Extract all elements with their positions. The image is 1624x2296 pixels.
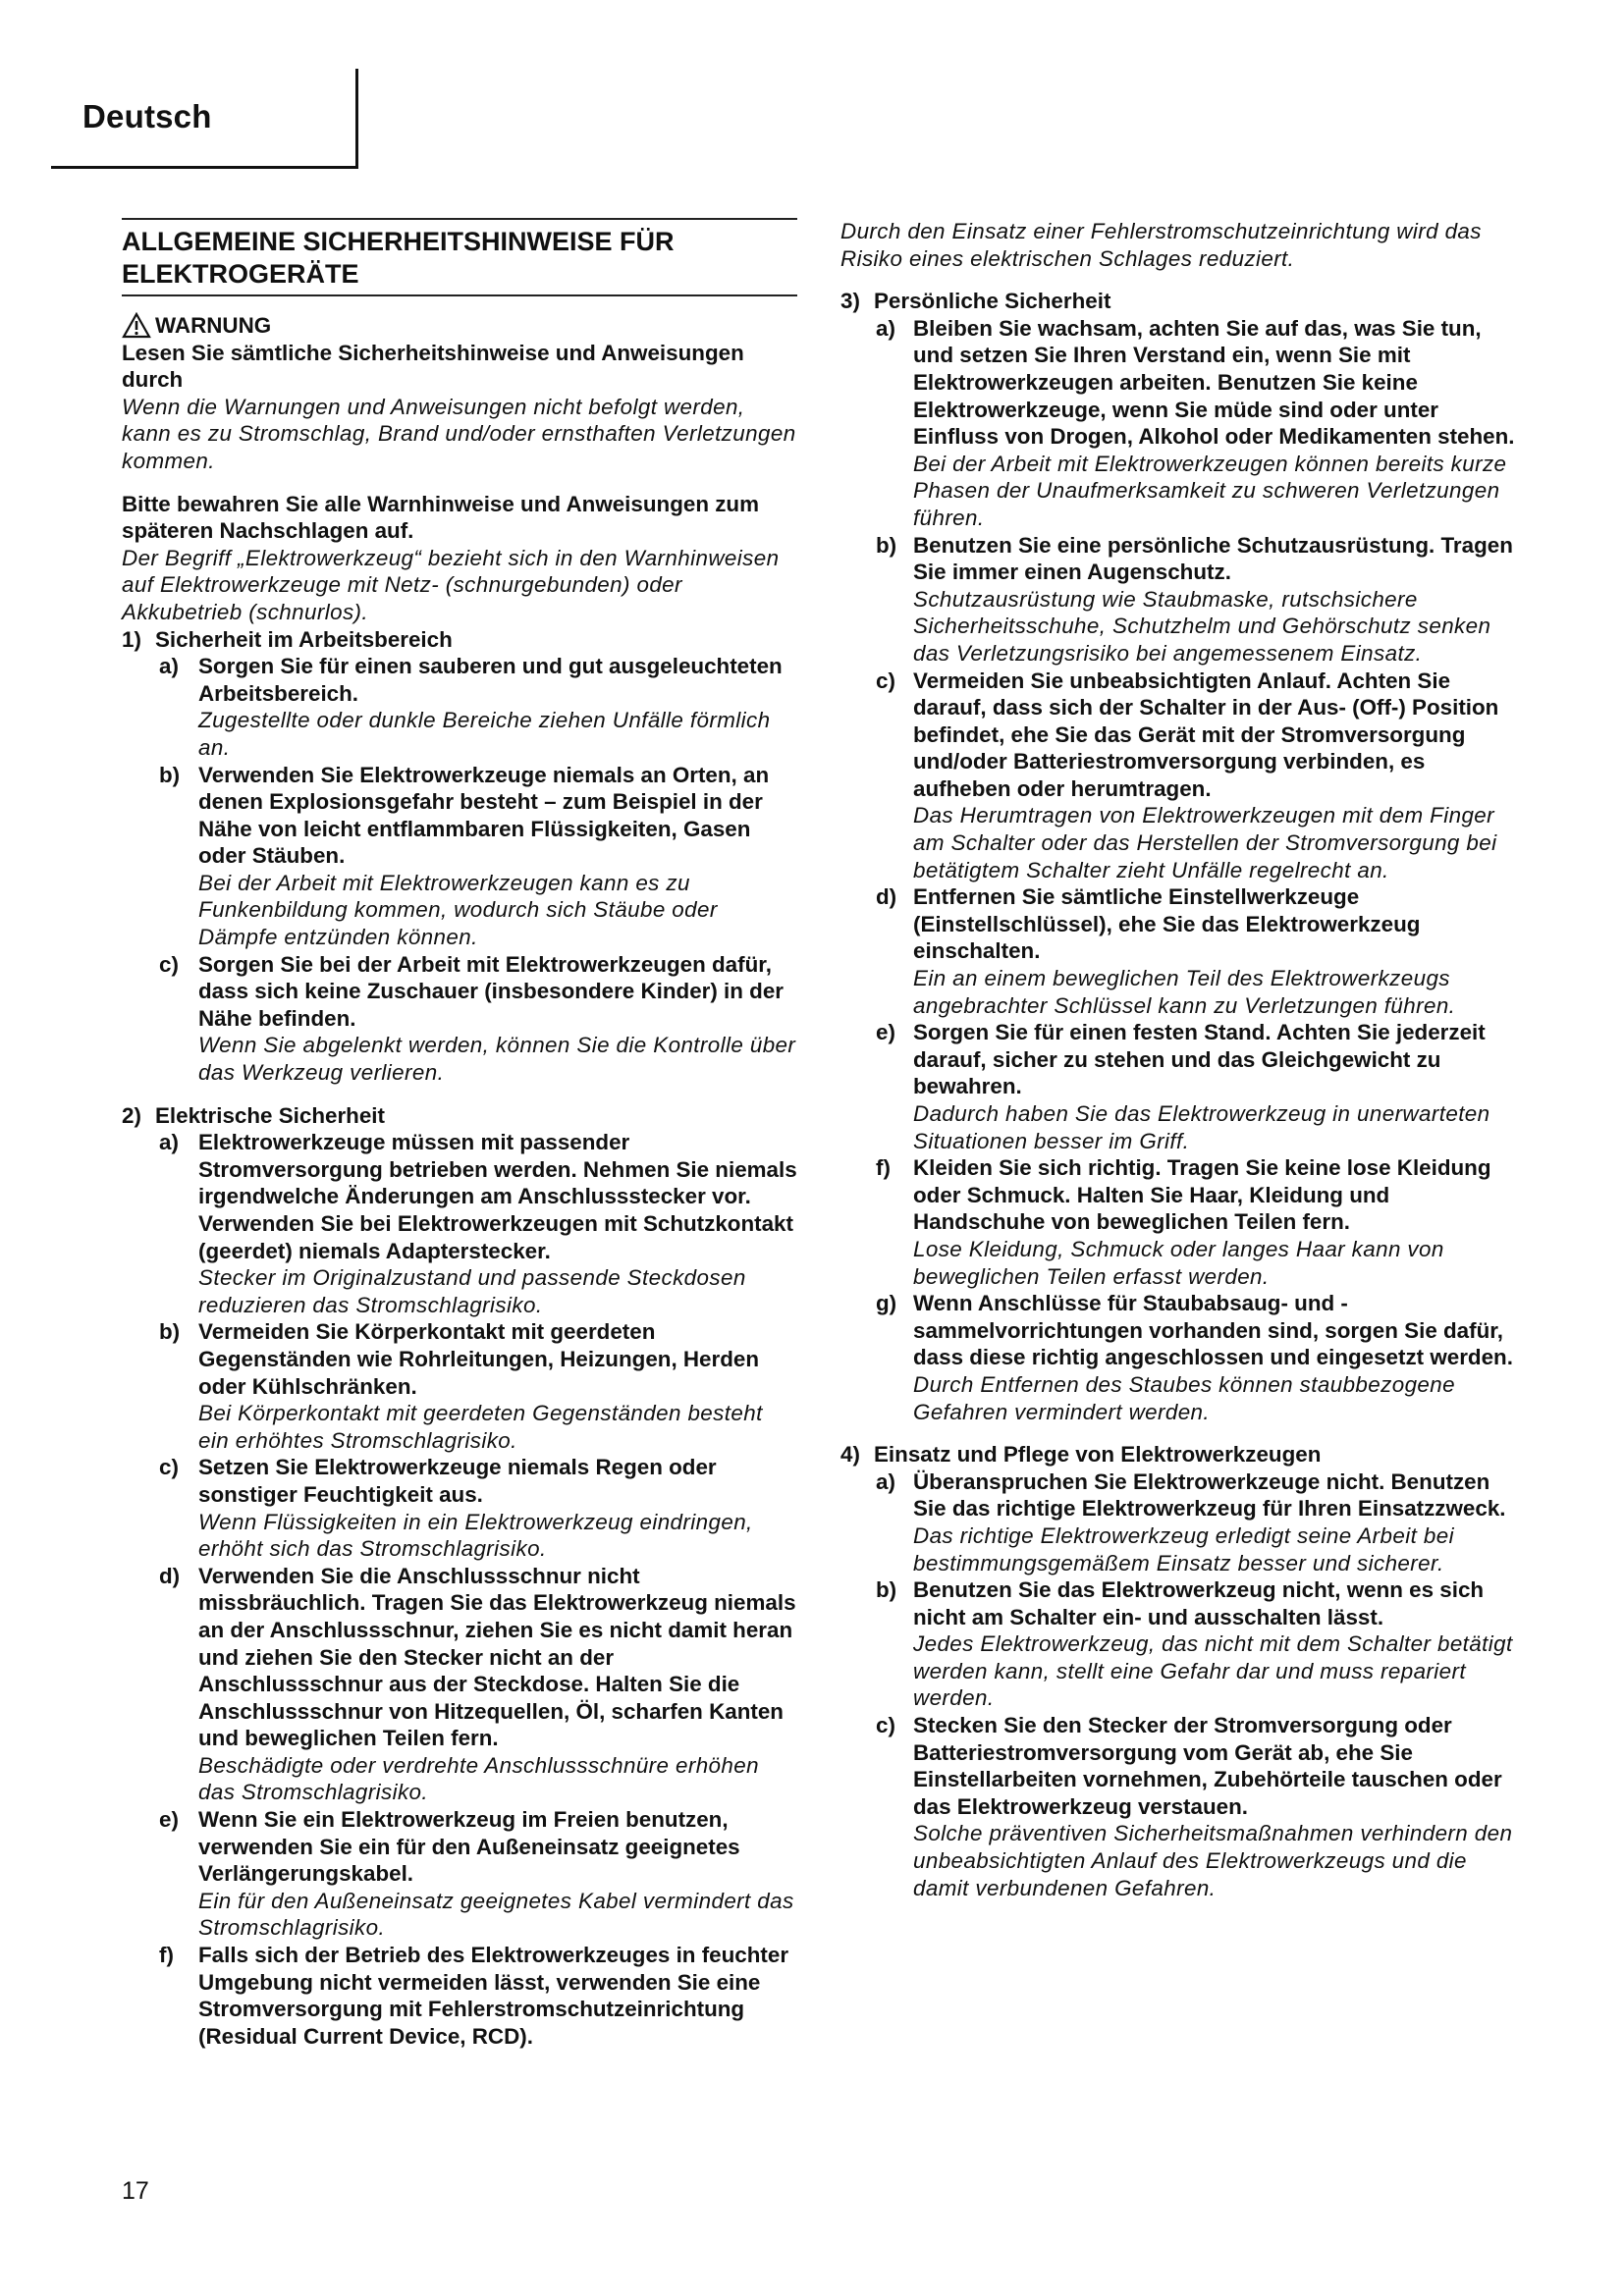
list-item: d) Verwenden Sie die Anschlussschnur nicht missbräuchlich. Tragen Sie das Elektrowerkzeug niemals an der Anschlussschnur, ziehen Sie es nicht damit heran und ziehen Sie den Stecker nicht an der Anschlussschnur aus der Steckdose. Halten Sie die Anschlussschnur von Hitzequellen, Öl, scharfen Kanten und beweglichen Teilen fern. Beschädigte oder verdrehte Anschlussschnüre erhöhen das Stromschlagrisiko. (159, 1563, 796, 1805)
list-item: b) Vermeiden Sie Körperkontakt mit geerdeten Gegenständen wie Rohrleitungen, Heizungen, Herden oder Kühlschränken. Bei Körperkontakt mit geerdeten Gegenständen besteht ein erhöhtes Stromschlagrisiko. (159, 1319, 763, 1453)
page-title: ALLGEMEINE SICHERHEITSHINWEISE FÜR ELEKTROGERÄTE (122, 218, 797, 296)
warning-triangle-icon (122, 312, 151, 339)
section-heading: 4) Einsatz und Pflege von Elektrowerkzeugen (840, 1442, 1322, 1468)
list-item: a) Sorgen Sie für einen sauberen und gut ausgeleuchteten Arbeitsbereich. Zugestellte oder dunkle Bereiche ziehen Unfälle förmlich an. (159, 654, 783, 760)
list-item: b) Benutzen Sie eine persönliche Schutzausrüstung. Tragen Sie immer einen Augenschutz. Schutzausrüstung wie Staubmaske, rutschsichere Sicherheitsschuhe, Schutzhelm und Gehörschutz senken das Verletzungsrisiko bei angemessenem Einsatz. (876, 532, 1513, 666)
list-item: c) Sorgen Sie bei der Arbeit mit Elektrowerkzeugen dafür, dass sich keine Zuschauer (insbesondere Kinder) in der Nähe befinden. Wenn Sie abgelenkt werden, können Sie die Kontrolle über das Werkzeug verlieren. (159, 951, 796, 1086)
warning-heading (122, 312, 797, 340)
list-item: c) Stecken Sie den Stecker der Stromversorgung oder Batteriestromversorgung vom Gerät ab, ehe Sie Einstellarbeiten vornehmen, Zubehörteile tauschen oder das Elektrowerkzeug verstauen. Solche präventiven Sicherheitsmaßnahmen verhindern den unbeabsichtigten Anlauf des Elektrowerkzeugs und die damit verbundenen Gefahren. (876, 1713, 1513, 1900)
language-tab: Deutsch (82, 98, 212, 134)
section-heading: 2) Elektrische Sicherheit (122, 1102, 385, 1128)
keep-instructions: Bitte bewahren Sie alle Warnhinweise und Anweisungen zum späteren Nachschlagen auf. (122, 491, 760, 544)
left-column (122, 218, 797, 2050)
list-item-continuation: Durch den Einsatz einer Fehlerstromschutzeinrichtung wird das Risiko eines elektrischen Schlages reduziert. (840, 219, 1482, 271)
list-item: f) Kleiden Sie sich richtig. Tragen Sie keine lose Kleidung oder Schmuck. Halten Sie Haar, Kleidung und Handschuhe von beweglichen Teilen fern. Lose Kleidung, Schmuck oder langes Haar kann von beweglichen Teilen erfasst werden. (876, 1155, 1491, 1289)
list-item: f) Falls sich der Betrieb des Elektrowerkzeuges in feuchter Umgebung nicht vermeiden lässt, verwenden Sie eine Stromversorgung mit Fehlerstromschutzeinrichtung (Residual Current Device, RCD). (159, 1943, 789, 2049)
list-item: a) Bleiben Sie wachsam, achten Sie auf das, was Sie tun, und setzen Sie Ihren Verstand ein, wenn Sie mit Elektrowerkzeugen arbeiten. Benutzen Sie keine Elektrowerkzeuge, wenn Sie müde sind oder unter Einfluss von Drogen, Alkohol oder Medikamenten stehen. Bei der Arbeit mit Elektrowerkzeugen können bereits kurze Phasen der Unaufmerksamkeit zu schweren Verletzungen führen. (876, 315, 1515, 530)
section-heading: 1) Sicherheit im Arbeitsbereich (122, 626, 453, 652)
intro-bold: Lesen Sie sämtliche Sicherheitshinweise und Anweisungen durch (122, 340, 744, 393)
list-item: a) Überanspruchen Sie Elektrowerkzeuge nicht. Benutzen Sie das richtige Elektrowerkzeug für Ihren Einsatzzweck. Das richtige Elektrowerkzeug erledigt seine Arbeit bei bestimmungsgemäßem Einsatz besser und sicherer. (876, 1468, 1506, 1575)
page-number: 17 (122, 2177, 149, 2205)
list-item: e) Wenn Sie ein Elektrowerkzeug im Freien benutzen, verwenden Sie ein für den Außeneinsatz geeignetes Verlängerungskabel. Ein für den Außeneinsatz geeignetes Kabel vermindert das Stromschlagrisiko. (159, 1807, 794, 1941)
list-item: e) Sorgen Sie für einen festen Stand. Achten Sie jederzeit darauf, sicher zu stehen und das Gleichgewicht zu bewahren. Dadurch haben Sie das Elektrowerkzeug in unerwarteten Situationen besser im Griff. (876, 1020, 1490, 1153)
list-item: c) Setzen Sie Elektrowerkzeuge niemals Regen oder sonstiger Feuchtigkeit aus. Wenn Flüssigkeiten in ein Elektrowerkzeug eindringen, erhöht sich das Stromschlagrisiko. (159, 1455, 753, 1562)
list-item: d) Entfernen Sie sämtliche Einstellwerkzeuge (Einstellschlüssel), ehe Sie das Elektrowerkzeug einschalten. Ein an einem beweglichen Teil des Elektrowerkzeugs angebrachter Schlüssel kann zu Verletzungen führen. (876, 884, 1456, 1018)
list-item: b) Verwenden Sie Elektrowerkzeuge niemals an Orten, an denen Explosionsgefahr besteht – zum Beispiel in der Nähe von leicht entflammbaren Flüssigkeiten, Gasen oder Stäuben. Bei der Arbeit mit Elektrowerkzeugen kann es zu Funkenbildung kommen, wodurch sich Stäube oder Dämpfe entzünden können. (159, 762, 770, 950)
term-definition: Der Begriff „Elektrowerkzeug“ bezieht sich in den Warnhinweisen auf Elektrowerkzeuge mit Netz- (schnurgebunden) oder Akkubetrieb (schnurlos). (122, 545, 780, 624)
list-item: a) Elektrowerkzeuge müssen mit passender Stromversorgung betrieben werden. Nehmen Sie niemals irgendwelche Änderungen am Anschlussstecker vor. Verwenden Sie bei Elektrowerkzeugen mit Schutzkontakt (geerdet) niemals Adapterstecker. Stecker im Originalzustand und passende Steckdosen reduzieren das Stromschlagrisiko. (159, 1130, 797, 1317)
list-item: g) Wenn Anschlüsse für Staubabsaug- und -sammelvorrichtungen vorhanden sind, sorgen Sie dafür, dass diese richtig angeschlossen und eingesetzt werden. Durch Entfernen des Staubes können staubbezogene Gefahren vermindert werden. (876, 1291, 1513, 1424)
intro-italic: Wenn die Warnungen und Anweisungen nicht befolgt werden, kann es zu Stromschlag, Brand und/oder ernsthaften Verletzungen kommen. (122, 394, 796, 473)
warning-label: WARNUNG (155, 313, 272, 338)
list-item: c) Vermeiden Sie unbeabsichtigten Anlauf. Achten Sie darauf, dass sich der Schalter in der Aus- (Off-) Position befindet, ehe Sie das Gerät mit der Stromversorgung und/oder Batteriestromversorgung verbinden, es aufheben oder herumtragen. Das Herumtragen von Elektrowerkzeugen mit dem Finger am Schalter oder das Herstellen der Stromversorgung bei betätigtem Schalter zieht Unfälle regelrecht an. (876, 667, 1499, 882)
right-column (840, 218, 1520, 1901)
list-item: b) Benutzen Sie das Elektrowerkzeug nicht, wenn es sich nicht am Schalter ein- und ausschalten lässt. Jedes Elektrowerkzeug, das nicht mit dem Schalter betätigt werden kann, stellt eine Gefahr dar und muss repariert werden. (876, 1577, 1513, 1711)
section-heading: 3) Persönliche Sicherheit (840, 289, 1111, 314)
